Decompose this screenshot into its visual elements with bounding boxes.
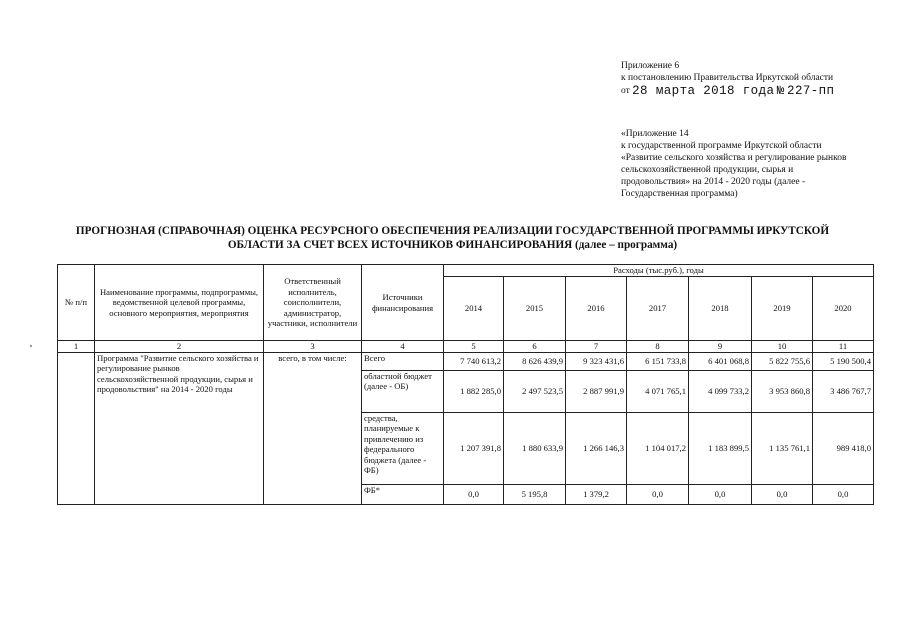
value-cell: 5 190 500,4 xyxy=(813,352,874,370)
column-number: 9 xyxy=(689,341,752,353)
value-cell: 2 497 523,5 xyxy=(504,370,566,412)
annex-from-prefix: от xyxy=(621,86,630,96)
source-cell: Всего xyxy=(362,352,444,370)
annex14-line-2: к государственной программе Иркутской области xyxy=(621,141,822,151)
annex-number-sign: № xyxy=(776,84,785,98)
value-cell: 1 183 899,5 xyxy=(689,412,752,484)
header-row-1 xyxy=(58,265,874,277)
header-year: 2016 xyxy=(566,277,627,341)
value-cell: 1 207 391,8 xyxy=(444,412,504,484)
value-cell: 3 486 767,7 xyxy=(813,370,874,412)
annex14-line-6: Государственная программа) xyxy=(621,189,738,199)
column-number: 11 xyxy=(813,341,874,353)
document-title xyxy=(40,224,865,252)
header-year: 2018 xyxy=(689,277,752,341)
annex14-line-3: «Развитие сельского хозяйства и регулирование рынков xyxy=(621,153,847,163)
value-cell: 2 887 991,9 xyxy=(566,370,627,412)
annex-header xyxy=(621,60,891,97)
column-number: 10 xyxy=(752,341,813,353)
value-cell: 1 379,2 xyxy=(566,484,627,504)
value-cell: 7 740 613,2 xyxy=(444,352,504,370)
column-number: 7 xyxy=(566,341,627,353)
header-year: 2020 xyxy=(813,277,874,341)
program-num xyxy=(58,352,95,504)
table-row-total xyxy=(58,352,874,370)
column-number: 8 xyxy=(627,341,689,353)
value-cell: 5 822 755,6 xyxy=(752,352,813,370)
value-cell: 1 104 017,2 xyxy=(627,412,689,484)
program-name: Программа "Развитие сельского хозяйства и регулирование рынков сельскохозяйственной продукции, сырья и продовольствия" на 2014 - 2020 годы xyxy=(95,352,264,504)
header-responsible: Ответственный исполнитель, соисполнители, администратор, участники, исполнители xyxy=(264,265,362,341)
value-cell: 1 880 633,9 xyxy=(504,412,566,484)
column-number: 5 xyxy=(444,341,504,353)
value-cell: 3 953 860,8 xyxy=(752,370,813,412)
document-title-line-2: ОБЛАСТИ ЗА СЧЕТ ВСЕХ ИСТОЧНИКОВ ФИНАНСИРОВАНИЯ (далее – программа) xyxy=(227,239,678,251)
header-num: № п/п xyxy=(58,265,95,341)
annex-date: 28 марта 2018 года xyxy=(632,84,775,98)
annex14-line-1: «Приложение 14 xyxy=(621,129,689,139)
value-cell: 6 401 068,8 xyxy=(689,352,752,370)
header-year: 2017 xyxy=(627,277,689,341)
value-cell: 1 266 146,3 xyxy=(566,412,627,484)
source-cell: средства, планируемые к привлечению из федерального бюджета (далее - ФБ) xyxy=(362,412,444,484)
value-cell: 4 099 733,2 xyxy=(689,370,752,412)
value-cell: 1 135 761,1 xyxy=(752,412,813,484)
value-cell: 6 151 733,8 xyxy=(627,352,689,370)
annex14-line-5: продовольствия» на 2014 - 2020 годы (далее - xyxy=(621,177,806,187)
column-number: 4 xyxy=(362,341,444,353)
resource-table xyxy=(57,264,874,505)
annex-date-line xyxy=(621,84,891,97)
program-responsible: всего, в том числе: xyxy=(264,352,362,504)
column-number: 6 xyxy=(504,341,566,353)
source-cell: областной бюджет (далее - ОБ) xyxy=(362,370,444,412)
column-number: 1 xyxy=(58,341,95,353)
header-year: 2015 xyxy=(504,277,566,341)
annex14-header xyxy=(621,128,891,200)
column-number: 2 xyxy=(95,341,264,353)
value-cell: 0,0 xyxy=(689,484,752,504)
value-cell: 1 882 285,0 xyxy=(444,370,504,412)
header-year: 2014 xyxy=(444,277,504,341)
annex-line-2: к постановлению Правительства Иркутской области xyxy=(621,73,834,83)
annex-line-1: Приложение 6 xyxy=(621,61,680,71)
header-name: Наименование программы, подпрограммы, ведомственной целевой программы, основного мероприятия, мероприятия xyxy=(95,265,264,341)
value-cell: 0,0 xyxy=(752,484,813,504)
value-cell: 0,0 xyxy=(813,484,874,504)
value-cell: 4 071 765,1 xyxy=(627,370,689,412)
margin-mark xyxy=(30,345,32,347)
value-cell: 0,0 xyxy=(444,484,504,504)
value-cell: 9 323 431,6 xyxy=(566,352,627,370)
document-title-line-1: ПРОГНОЗНАЯ (СПРАВОЧНАЯ) ОЦЕНКА РЕСУРСНОГО ОБЕСПЕЧЕНИЯ РЕАЛИЗАЦИИ ГОСУДАРСТВЕННОЙ ПРОГРАММЫ ИРКУТСКОЙ xyxy=(75,225,830,237)
header-year: 2019 xyxy=(752,277,813,341)
value-cell: 0,0 xyxy=(627,484,689,504)
annex-number: 227-пп xyxy=(787,84,835,98)
annex14-line-4: сельскохозяйственной продукции, сырья и xyxy=(621,165,794,175)
source-cell: ФБ* xyxy=(362,484,444,504)
column-number-row xyxy=(58,341,874,353)
header-expenses: Расходы (тыс.руб.), годы xyxy=(444,265,874,277)
header-sources: Источники финансирования xyxy=(362,265,444,341)
column-number: 3 xyxy=(264,341,362,353)
value-cell: 5 195,8 xyxy=(504,484,566,504)
value-cell: 989 418,0 xyxy=(813,412,874,484)
value-cell: 8 626 439,9 xyxy=(504,352,566,370)
